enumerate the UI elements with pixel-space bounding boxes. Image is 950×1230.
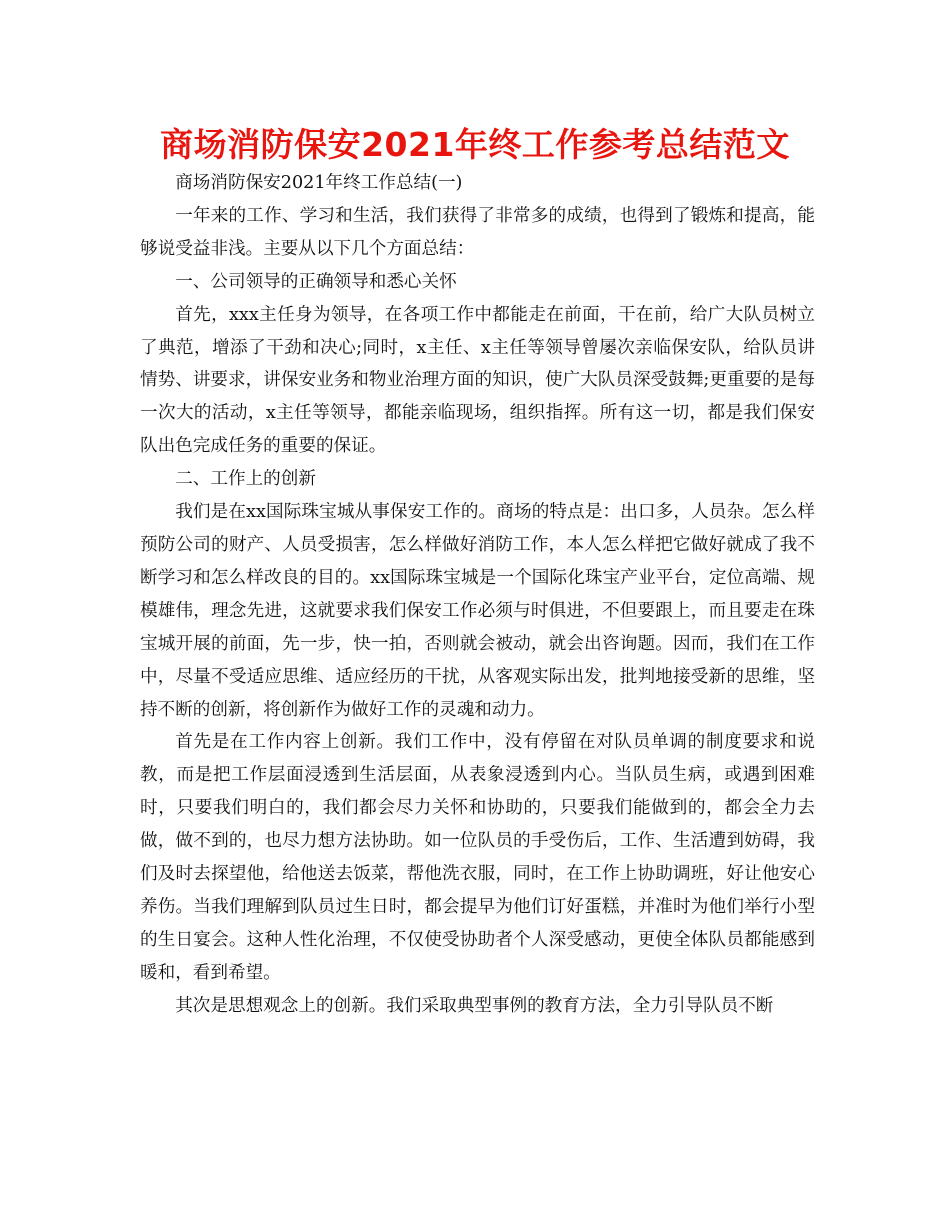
body-paragraph: 首先是在工作内容上创新。我们工作中，没有停留在对队员单调的制度要求和说教，而是把工作层面浸透到生活层面，从表象浸透到内心。当队员生病，或遇到困难时，只要我们明白的，我们都会尽力关怀和协助的，只要我们能做到的，都会全力去做，做不到的，也尽力想方法协助。如一位队员的手受伤后，工作、生活遭到妨碍，我们及时去探望他，给他送去饭菜，帮他洗衣服，同时，在工作上协助调班，好让他安心养伤。当我们理解到队员过生日时，都会提早为他们订好蛋糕，并准时为他们举行小型的生日宴会。这种人性化治理，不仅使受协助者个人深受感动，更使全体队员都能感到暖和，看到希望。: [140, 732, 815, 983]
document-body: [140, 167, 815, 1023]
section-heading: 一、公司领导的正确领导和悉心关怀: [175, 271, 457, 292]
body-paragraph: 其次是思想观念上的创新。我们采取典型事例的教育方法，全力引导队员不断: [175, 995, 774, 1016]
body-paragraph: 一年来的工作、学习和生活，我们获得了非常多的成绩，也得到了锻炼和提高，能够说受益非浅。主要从以下几个方面总结：: [140, 205, 815, 259]
section-heading: 二、工作上的创新: [175, 469, 316, 490]
body-paragraph: 我们是在xx国际珠宝城从事保安工作的。商场的特点是：出口多，人员杂。怎么样预防公司的财产、人员受损害，怎么样做好消防工作，本人怎么样把它做好就成了我不断学习和怎么样改良的目的。xx国际珠宝城是一个国际化珠宝产业平台，定位高端、规模雄伟，理念先进，这就要求我们保安工作必须与时俱进，不但要跟上，而且要走在珠宝城开展的前面，先一步，快一拍，否则就会被动，就会出咨询题。因而，我们在工作中，尽量不受适应思维、适应经历的干扰，从客观实际出发，批判地接受新的思维，坚持不断的创新，将创新作为做好工作的灵魂和动力。: [140, 502, 815, 720]
subtitle-paragraph: 商场消防保安2021年终工作总结(一): [175, 173, 463, 193]
body-paragraph: 首先，xxx主任身为领导，在各项工作中都能走在前面，干在前，给广大队员树立了典范，增添了干劲和决心;同时，x主任、x主任等领导曾屡次亲临保安队，给队员讲情势、讲要求，讲保安业务和物业治理方面的知识，使广大队员深受鼓舞;更重要的是每一次大的活动，x主任等领导，都能亲临现场，组织指挥。所有这一切，都是我们保安队出色完成任务的重要的保证。: [140, 304, 815, 457]
document-title: 商场消防保安2021年终工作参考总结范文: [160, 125, 790, 164]
